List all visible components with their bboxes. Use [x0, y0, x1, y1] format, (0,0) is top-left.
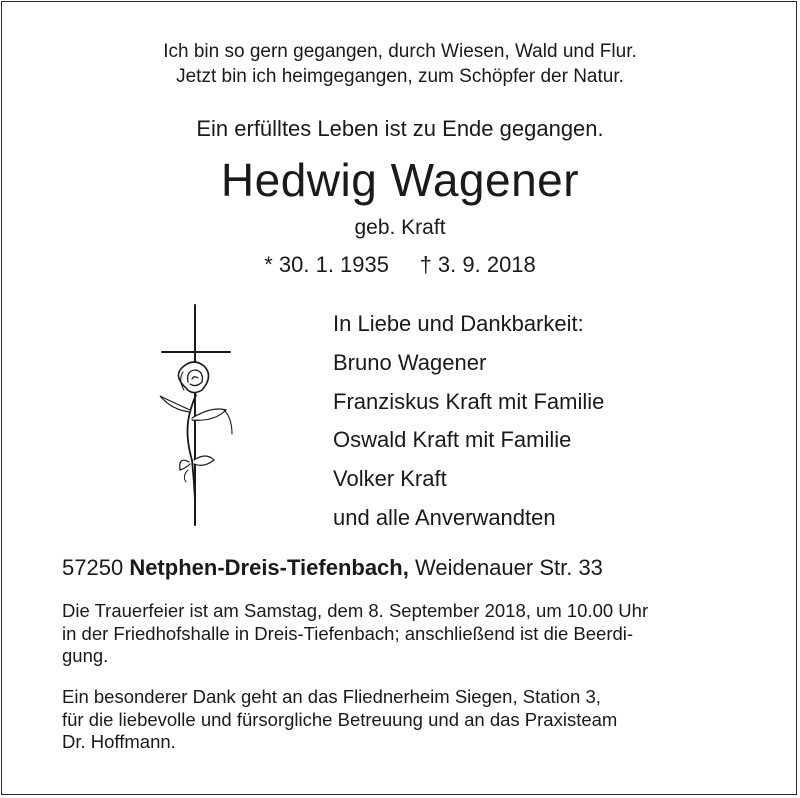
- address-city: Netphen-Dreis-Tiefenbach,: [129, 555, 409, 580]
- intro-text: Ein erfülltes Leben ist zu Ende gegangen.: [196, 116, 604, 141]
- mourner-name: Bruno Wagener: [333, 349, 487, 375]
- funeral-line: in der Friedhofshalle in Dreis-Tiefenbach; anschließend ist die Beerdi-: [62, 622, 634, 644]
- maiden-name: geb. Kraft: [354, 216, 446, 239]
- mourner-name: Franziskus Kraft mit Familie: [333, 388, 605, 414]
- verse-line: Jetzt bin ich heimgegangen, zum Schöpfer der Natur.: [176, 66, 624, 87]
- death-date: † 3. 9. 2018: [419, 252, 536, 277]
- mourners-list: [333, 305, 604, 538]
- life-dates: [0, 250, 800, 280]
- address-zip: 57250: [62, 555, 124, 580]
- mourners-heading: In Liebe und Dankbarkeit:: [333, 311, 584, 336]
- birth-date: * 30. 1. 1935: [264, 252, 389, 277]
- thanks-line: für die liebevolle und fürsorgliche Betreuung und an das Praxisteam: [62, 708, 618, 730]
- thanks-line: Ein besonderer Dank geht an das Fliednerheim Siegen, Station 3,: [62, 686, 601, 707]
- mourner-name: und alle Anverwandten: [333, 504, 556, 530]
- address-street: Weidenauer Str. 33: [414, 555, 603, 580]
- verse-line: Ich bin so gern gegangen, durch Wiesen, Wald und Flur.: [163, 41, 637, 62]
- funeral-line: gung.: [62, 645, 109, 666]
- thanks-note: [62, 686, 738, 754]
- mourner-name: Volker Kraft: [333, 466, 447, 492]
- funeral-info: [62, 600, 738, 668]
- funeral-line: Die Trauerfeier ist am Samstag, dem 8. September 2018, um 10.00 Uhr: [62, 600, 649, 621]
- deceased-name: Hedwig Wagener: [220, 154, 580, 206]
- mourner-name: Oswald Kraft mit Familie: [333, 427, 572, 453]
- cross-with-rose-icon: [150, 300, 250, 530]
- thanks-line: Dr. Hoffmann.: [62, 731, 176, 752]
- verse: [0, 39, 800, 89]
- address: [62, 553, 603, 583]
